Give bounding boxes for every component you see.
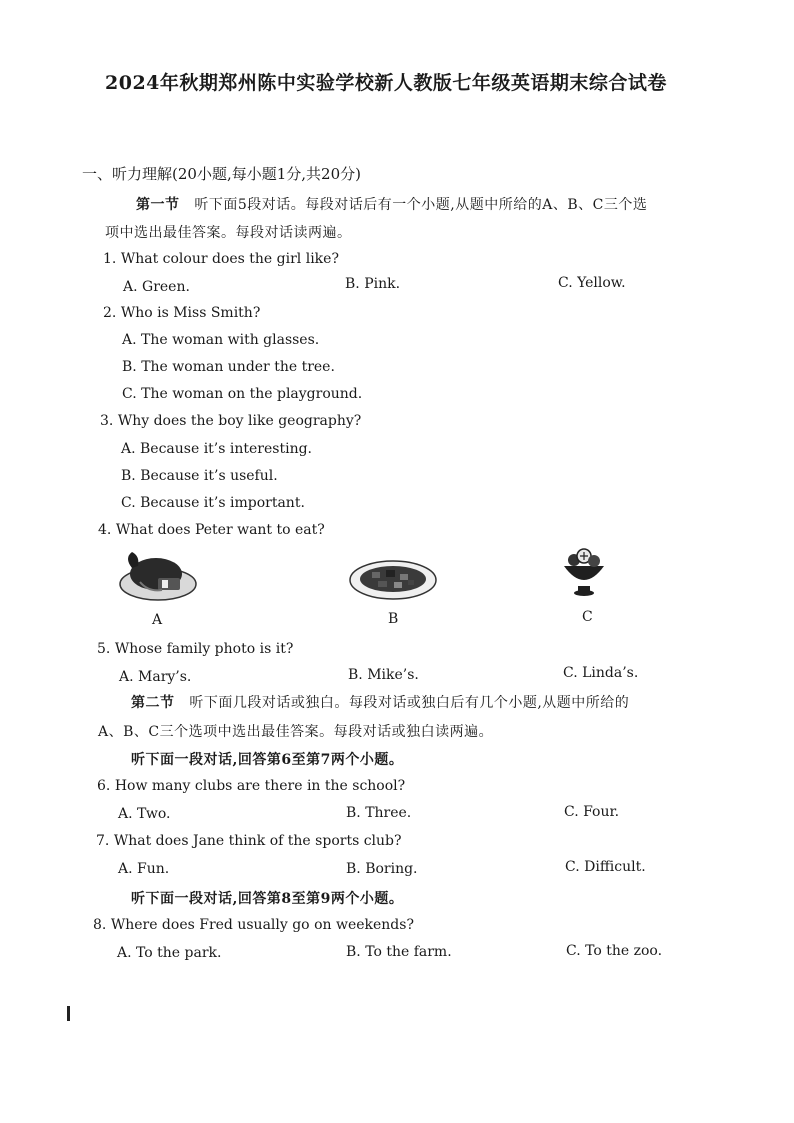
q8-option-b: B. To the farm. <box>346 944 452 960</box>
question-number: 7. <box>96 833 110 849</box>
question-number: 6. <box>97 778 111 794</box>
section1-label: 第一节 <box>136 197 180 213</box>
dish-plate-icon <box>348 558 438 602</box>
q6-option-c: C. Four. <box>564 804 620 820</box>
q5-option-a: A. Mary’s. <box>119 669 192 685</box>
question-1 <box>103 251 339 267</box>
q5-option-b: B. Mike’s. <box>348 667 419 683</box>
question-3 <box>100 413 361 429</box>
note-questions-8-9: 听下面一段对话,回答第8至第9两个小题。 <box>131 891 404 907</box>
q8-option-a: A. To the park. <box>117 945 222 961</box>
q4-option-a: A <box>152 612 163 628</box>
mooncake-bowl-icon <box>560 546 608 598</box>
q7-option-c: C. Difficult. <box>565 859 646 875</box>
question-text: Whose family photo is it? <box>114 641 294 657</box>
page-title: 2024年秋期郑州陈中实验学校新人教版七年级英语期末综合试卷 <box>105 72 667 94</box>
section2-instruction <box>131 692 629 712</box>
q3-option-a: A. Because it’s interesting. <box>121 441 312 457</box>
section1-instruction-line1: 听下面5段对话。每段对话后有一个小题,从题中所给的A、B、C三个选 <box>194 197 648 213</box>
q5-option-c: C. Linda’s. <box>563 665 639 681</box>
question-text: Why does the boy like geography? <box>117 413 362 429</box>
q8-option-c: C. To the zoo. <box>566 943 663 959</box>
note-questions-6-7: 听下面一段对话,回答第6至第7两个小题。 <box>131 752 404 768</box>
question-2 <box>103 305 260 321</box>
section2-label: 第二节 <box>131 695 175 711</box>
section2-instruction-line1: 听下面几段对话或独白。每段对话或独白后有几个小题,从题中所给的 <box>189 695 630 711</box>
question-number: 8. <box>93 917 107 933</box>
section1-instruction-line2: 项中选出最佳答案。每段对话读两遍。 <box>105 225 352 241</box>
question-text: How many clubs are there in the school? <box>114 778 406 794</box>
question-number: 4. <box>98 522 112 538</box>
question-5 <box>97 641 293 657</box>
question-7 <box>96 833 402 849</box>
question-text: Who is Miss Smith? <box>120 305 261 321</box>
question-number: 1. <box>103 251 117 267</box>
question-6 <box>97 778 405 794</box>
question-number: 2. <box>103 305 117 321</box>
question-8 <box>93 917 414 933</box>
q3-option-b: B. Because it’s useful. <box>121 468 278 484</box>
q2-option-a: A. The woman with glasses. <box>122 332 320 348</box>
question-number: 3. <box>100 413 114 429</box>
q4-option-b: B <box>388 611 399 627</box>
question-number: 5. <box>97 641 111 657</box>
question-text: What does Peter want to eat? <box>115 522 325 538</box>
q6-option-b: B. Three. <box>346 805 412 821</box>
q6-option-a: A. Two. <box>118 806 171 822</box>
q2-option-c: C. The woman on the playground. <box>122 386 363 402</box>
question-text: What does Jane think of the sports club? <box>113 833 402 849</box>
margin-mark <box>67 1006 70 1021</box>
question-4 <box>98 522 325 538</box>
section1-instruction <box>136 194 647 214</box>
q1-option-c: C. Yellow. <box>558 275 626 291</box>
q4-option-c: C <box>582 609 593 625</box>
part1-heading: 一、听力理解(20小题,每小题1分,共20分) <box>82 165 361 183</box>
q7-option-a: A. Fun. <box>118 861 170 877</box>
section2-instruction-line2: A、B、C三个选项中选出最佳答案。每段对话或独白读两遍。 <box>98 724 494 740</box>
q1-option-a: A. Green. <box>123 279 190 295</box>
q2-option-b: B. The woman under the tree. <box>122 359 335 375</box>
question-text: Where does Fred usually go on weekends? <box>110 917 414 933</box>
question-text: What colour does the girl like? <box>120 251 339 267</box>
q1-option-b: B. Pink. <box>345 276 401 292</box>
q7-option-b: B. Boring. <box>346 861 418 877</box>
q3-option-c: C. Because it’s important. <box>121 495 305 511</box>
roast-duck-icon <box>118 548 198 604</box>
